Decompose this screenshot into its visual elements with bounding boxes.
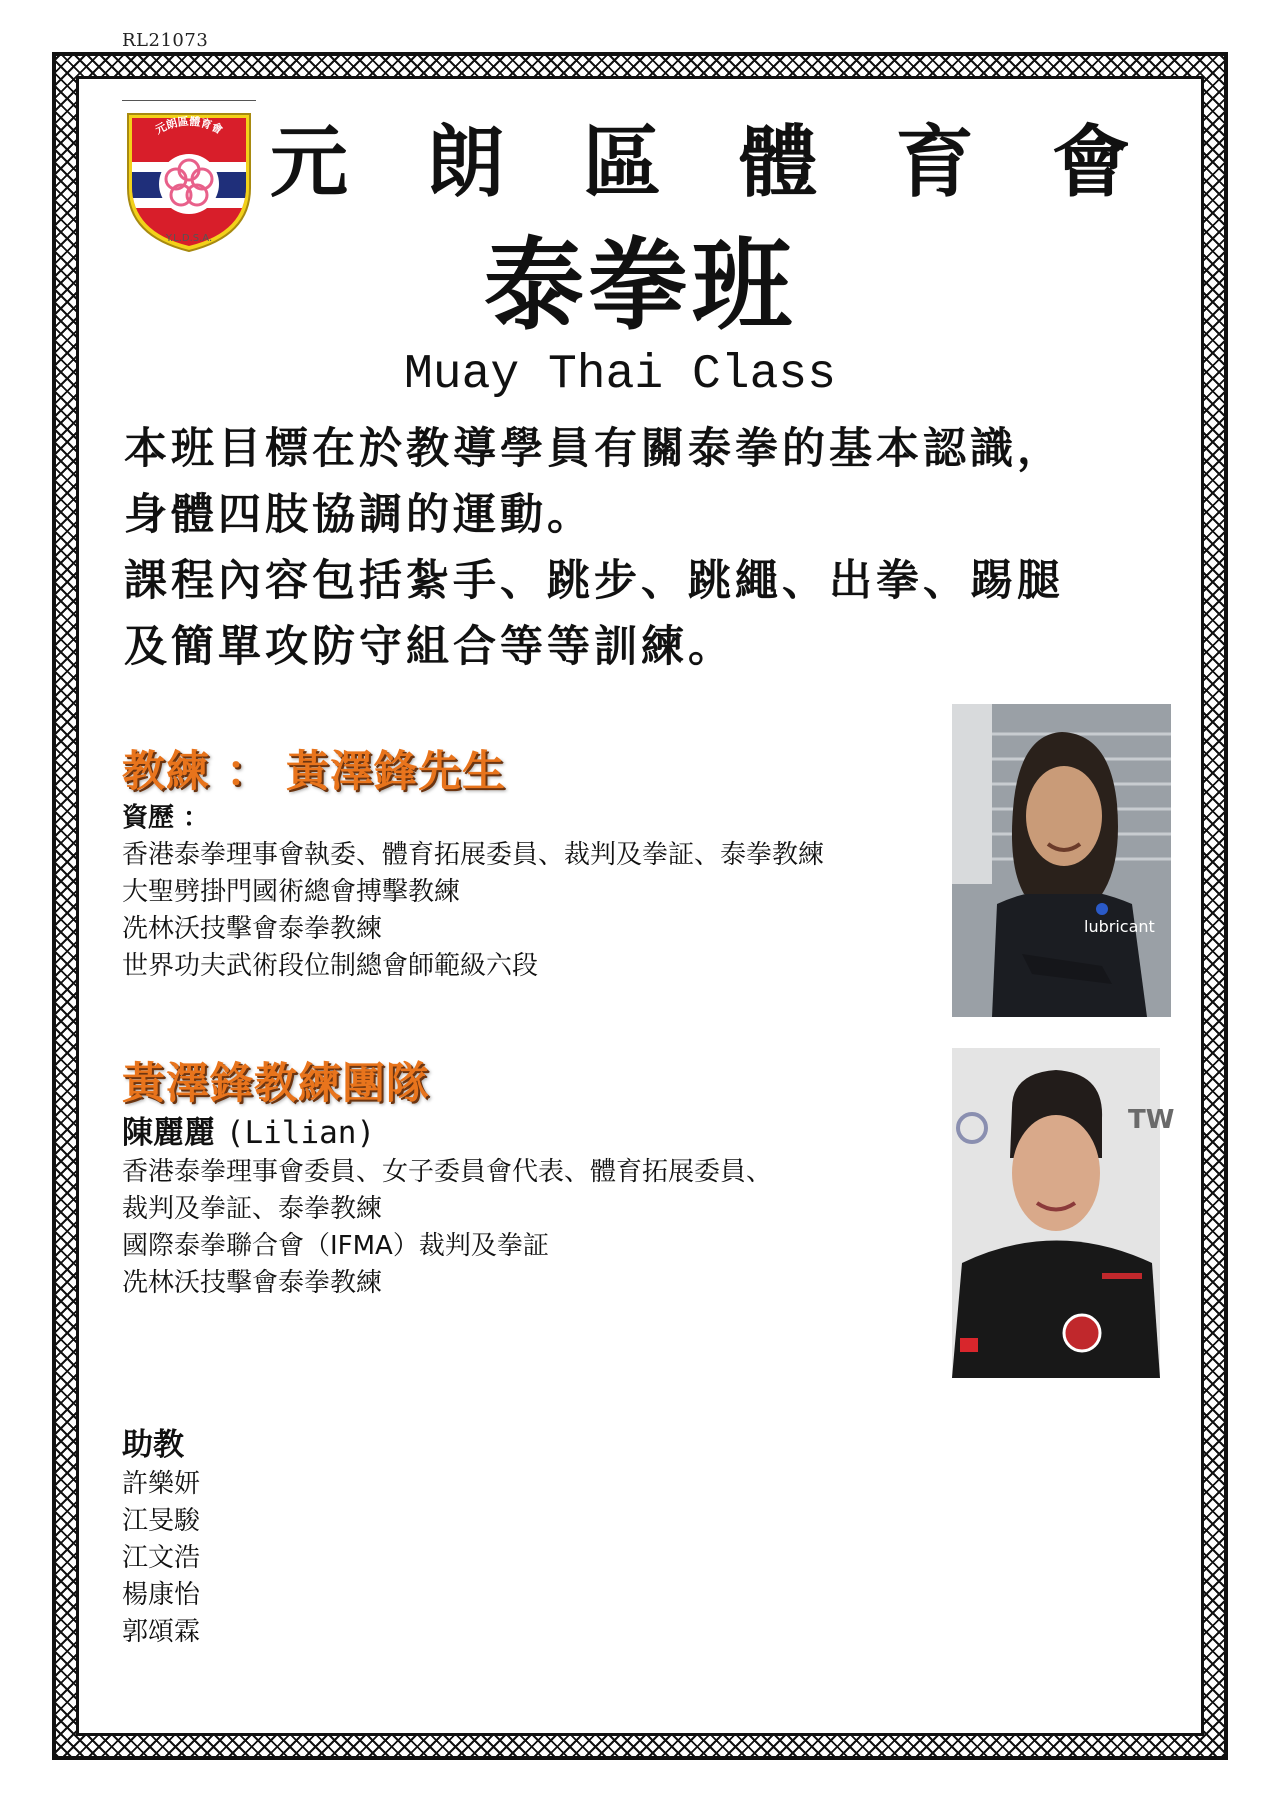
description-line: 身體四肢協調的運動。	[124, 490, 594, 540]
credential-item: 香港泰拳理事會委員、女子委員會代表、體育拓展委員、	[122, 1157, 773, 1187]
organization-title	[270, 118, 1130, 208]
credentials-label: 資歷 ：	[122, 803, 210, 833]
team-member-name	[122, 1112, 772, 1154]
background-sign-text: TW	[1128, 1105, 1175, 1135]
credential-item: 冼林沃技擊會泰拳教練	[122, 1268, 383, 1298]
org-title-char: 育	[895, 117, 974, 208]
team-member-profile	[122, 1112, 772, 1302]
credential-item: 香港泰拳理事會執委、體育拓展委員、裁判及拳証、泰拳教練	[122, 840, 825, 870]
assistant-name: 郭頌霖	[122, 1617, 201, 1647]
assistant-name: 許樂妍	[122, 1469, 201, 1499]
credential-item: 大聖劈掛門國術總會搏擊教練	[122, 877, 461, 907]
org-title-char: 會	[1051, 117, 1130, 208]
coach-credentials	[122, 800, 824, 985]
logo-initials: Y.L.D.S.A.	[165, 233, 213, 244]
team-member-photo	[952, 1048, 1175, 1378]
description-line: 及簡單攻防守組合等等訓練。	[124, 622, 735, 672]
credential-item: 冼林沃技擊會泰拳教練	[122, 914, 383, 944]
coach-photo	[952, 704, 1171, 1017]
credential-item: 國際泰拳聯合會（IFMA）裁判及拳証	[122, 1231, 549, 1261]
team-heading: 黃澤鋒教練團隊	[122, 1059, 430, 1109]
description-line: 本班目標在於教導學員有關泰拳的基本認識，	[124, 424, 1064, 474]
credential-item: 裁判及拳証、泰拳教練	[122, 1194, 383, 1224]
org-title-char: 體	[739, 117, 818, 208]
member-english-name: (Lilian)	[225, 1115, 376, 1151]
org-title-char: 元	[270, 117, 349, 208]
reference-code: RL21073	[122, 30, 209, 51]
description-line: 課程內容包括紮手、跳步、跳繩、出拳、踢腿	[124, 556, 1064, 606]
class-title: 泰拳班	[484, 226, 796, 344]
assistant-coaches	[122, 1424, 200, 1651]
class-title-english: Muay Thai Class	[403, 348, 837, 402]
org-title-char: 朗	[426, 117, 505, 208]
class-description	[124, 416, 1184, 680]
jacket-logo-text: lubricant	[1084, 917, 1155, 936]
assistant-name: 江文浩	[122, 1543, 201, 1573]
credential-item: 世界功夫武術段位制總會師範級六段	[122, 951, 539, 981]
logo-rule	[122, 100, 256, 101]
logo-arc-text: 元朗區體育會	[153, 114, 225, 137]
assistant-name: 江旻駿	[122, 1506, 201, 1536]
coach-heading: 教練 ： 黃澤鋒先生	[122, 747, 506, 797]
assistants-heading: 助教	[122, 1427, 184, 1463]
assistant-name: 楊康怡	[122, 1580, 201, 1610]
member-chinese-name: 陳麗麗	[122, 1115, 215, 1151]
org-title-char: 區	[582, 117, 661, 208]
